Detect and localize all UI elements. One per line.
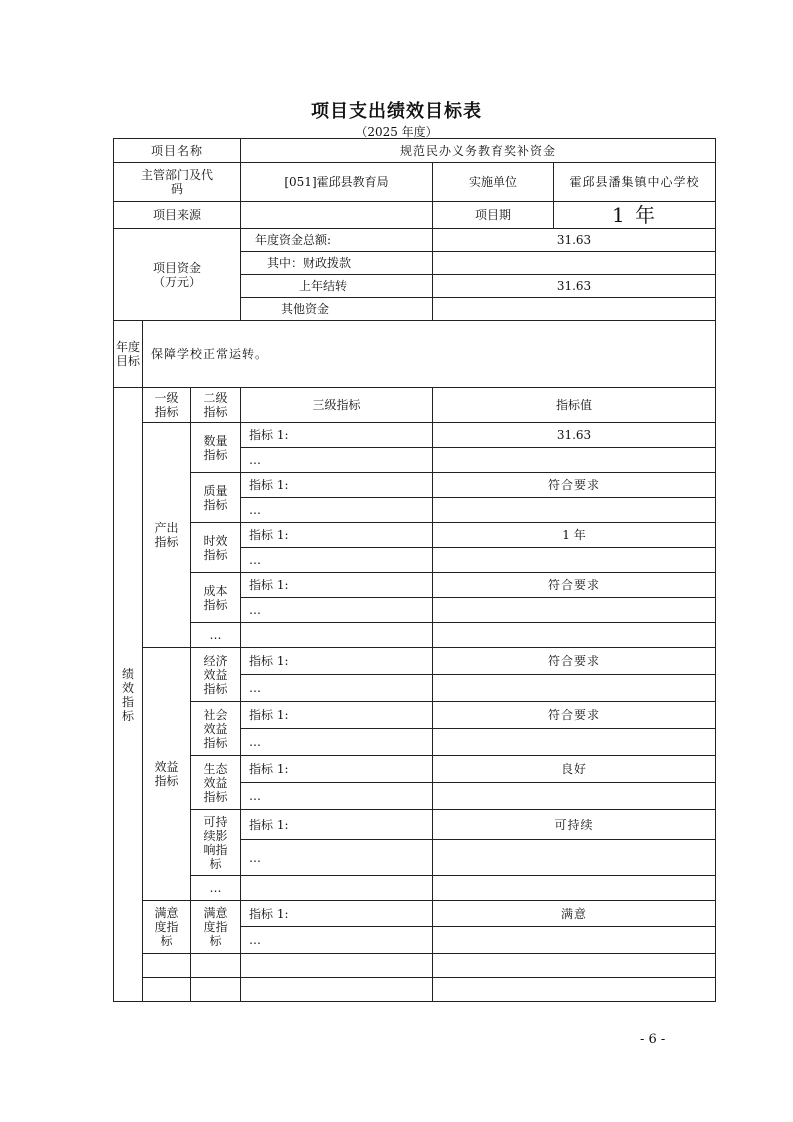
sustain-ind1-value: 可持续 xyxy=(433,810,716,840)
quantity-ind1-value: 31.63 xyxy=(433,423,716,448)
source-value xyxy=(241,202,433,229)
timeliness-ind1-value: 1 年 xyxy=(433,523,716,548)
social-ind1-value: 符合要求 xyxy=(433,702,716,729)
funds-total-label: 年度资金总额: xyxy=(241,229,433,252)
social-ind1-label: 指标 1: xyxy=(241,702,433,729)
satisfaction-ind1-value: 满意 xyxy=(433,901,716,927)
funds-label: 项目资金 （万元） xyxy=(114,229,241,321)
funds-carry-value: 31.63 xyxy=(433,275,716,298)
funds-other-label: 其他资金 xyxy=(241,298,433,321)
sustain-indicator: 可持续影响指标 xyxy=(191,810,241,876)
ecological-indicator: 生态效益指标 xyxy=(191,756,241,810)
sustain-ellipsis: … xyxy=(241,840,433,876)
funds-fiscal-value xyxy=(433,252,716,275)
cost-indicator: 成本指标 xyxy=(191,573,241,623)
quality-indicator: 质量指标 xyxy=(191,473,241,523)
empty-row-cell xyxy=(143,978,191,1002)
quality-ellipsis: … xyxy=(241,498,433,523)
project-name-label: 项目名称 xyxy=(114,139,241,163)
perf-header-3: 三级指标 xyxy=(241,388,433,423)
quantity-indicator: 数量指标 xyxy=(191,423,241,473)
period-value: 1 年 xyxy=(611,203,658,227)
satisfaction-ellipsis: … xyxy=(241,927,433,954)
perf-header-4: 指标值 xyxy=(433,388,716,423)
quality-ind1-value: 符合要求 xyxy=(433,473,716,498)
performance-target-table xyxy=(113,138,716,1002)
quality-ind1-label: 指标 1: xyxy=(241,473,433,498)
ecological-ellipsis: … xyxy=(241,783,433,810)
sustain-ind1-label: 指标 1: xyxy=(241,810,433,840)
output-ellipsis: … xyxy=(191,623,241,648)
economic-ind1-label: 指标 1: xyxy=(241,648,433,675)
timeliness-ellipsis: … xyxy=(241,548,433,573)
impl-value: 霍邱县潘集镇中心学校 xyxy=(569,175,700,189)
page-title: 项目支出绩效目标表 xyxy=(311,101,482,122)
source-label: 项目来源 xyxy=(114,202,241,229)
ecological-ind1-label: 指标 1: xyxy=(241,756,433,783)
benefit-indicator: 效益指标 xyxy=(143,648,191,901)
quantity-ind1-label: 指标 1: xyxy=(241,423,433,448)
economic-ellipsis: … xyxy=(241,675,433,702)
funds-total-value: 31.63 xyxy=(433,229,716,252)
funds-fiscal-label: 其中：财政拨款 xyxy=(241,252,433,275)
satisfaction-sub-indicator: 满意度指标 xyxy=(191,901,241,954)
funds-other-value xyxy=(433,298,716,321)
impl-label: 实施单位 xyxy=(433,163,554,201)
ecological-ind1-value: 良好 xyxy=(433,756,716,783)
cost-ind1-value: 符合要求 xyxy=(433,573,716,598)
perf-label: 绩效指标 xyxy=(114,388,143,1002)
annual-goal-label: 年度目标 xyxy=(114,321,143,388)
dept-label: 主管部门及代码 xyxy=(114,163,241,202)
economic-indicator: 经济效益指标 xyxy=(191,648,241,702)
cost-ind1-label: 指标 1: xyxy=(241,573,433,598)
year-subtitle: （2025 年度） xyxy=(355,125,438,139)
benefit-ellipsis: … xyxy=(191,876,241,901)
funds-carry-label: 上年结转 xyxy=(241,275,433,298)
satisfaction-indicator: 满意度指标 xyxy=(143,901,191,954)
timeliness-ind1-label: 指标 1: xyxy=(241,523,433,548)
dept-value: [051]霍邱县教育局 xyxy=(241,163,433,202)
timeliness-indicator: 时效指标 xyxy=(191,523,241,573)
output-indicator: 产出指标 xyxy=(143,423,191,648)
empty-row-cell xyxy=(143,954,191,978)
page-number: - 6 - xyxy=(640,1032,666,1047)
perf-header-1: 一级指标 xyxy=(143,388,191,423)
project-name-value: 规范民办义务教育奖补资金 xyxy=(241,139,716,163)
economic-ind1-value: 符合要求 xyxy=(433,648,716,675)
social-indicator: 社会效益指标 xyxy=(191,702,241,756)
satisfaction-ind1-label: 指标 1: xyxy=(241,901,433,927)
social-ellipsis: … xyxy=(241,729,433,756)
perf-header-2: 二级指标 xyxy=(191,388,241,423)
quantity-ellipsis: … xyxy=(241,448,433,473)
cost-ellipsis: … xyxy=(241,598,433,623)
annual-goal-text: 保障学校正常运转。 xyxy=(143,321,716,388)
period-label: 项目期 xyxy=(433,202,554,228)
